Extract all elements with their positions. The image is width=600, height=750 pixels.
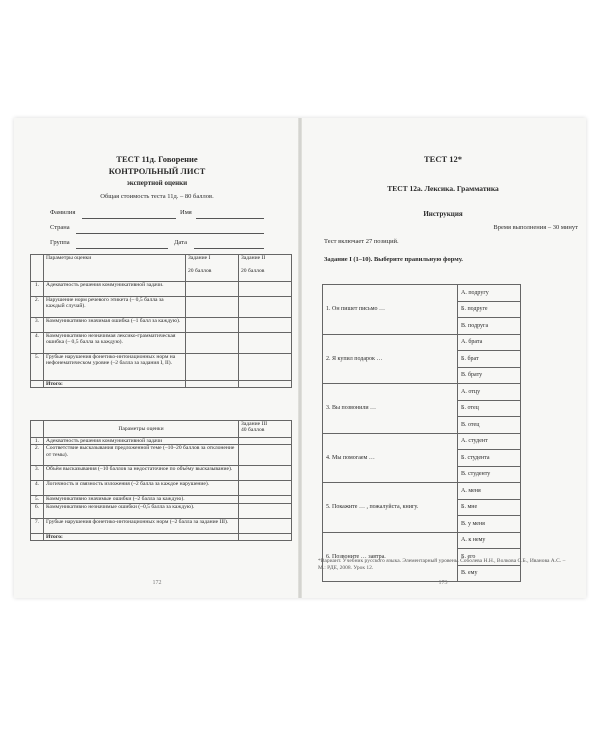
answer-option[interactable]: А. подругу <box>458 285 521 302</box>
book-spread <box>14 118 586 598</box>
field-country-line[interactable] <box>76 225 264 234</box>
answer-option[interactable]: Б. подруге <box>458 301 521 318</box>
table-row: 2. Соответствие высказывания предложенной теме (–10–20 баллов за отклонение от темы). <box>31 445 292 466</box>
answer-option[interactable]: А. брата <box>458 334 521 351</box>
table-header-row <box>31 421 292 438</box>
table-row: 3. Коммуникативно значимая ошибка (–1 балл за каждую). <box>31 318 292 333</box>
header-params: Параметры оценки <box>44 255 186 282</box>
left-page-subtitle: КОНТРОЛЬНЫЙ ЛИСТ <box>108 166 206 176</box>
table-row: 5. Грубые нарушения фонетико-интонационных норм на нефонематическом уровне (–2 балла за задания I, II). <box>31 354 292 381</box>
table-row: 7. Грубые нарушения фонетико-интонационных норм (–2 балла за задание III). <box>31 518 292 533</box>
answer-option[interactable]: В. отец <box>458 417 521 434</box>
question-row <box>323 483 521 500</box>
right-page-subtitle: ТЕСТ 12а. Лексика. Грамматика <box>387 184 499 193</box>
answer-option[interactable]: В. брату <box>458 367 521 384</box>
answer-option[interactable]: А. отцу <box>458 384 521 401</box>
field-surname-line[interactable] <box>82 210 176 219</box>
question-text: 4. Мы помогаем … <box>323 433 458 483</box>
total-cost: Общая стоимость теста 11д. – 80 баллов. <box>100 193 214 200</box>
field-date-line[interactable] <box>194 240 264 249</box>
field-group-line[interactable] <box>76 240 168 249</box>
right-page-number: 173 <box>438 580 448 586</box>
left-page-number: 172 <box>152 580 162 586</box>
right-page-title: ТЕСТ 12* <box>423 154 463 164</box>
left-page <box>14 118 300 598</box>
answer-option[interactable]: А. студент <box>458 433 521 450</box>
instruction-title: Инструкция <box>423 210 463 218</box>
field-country-label: Страна <box>50 224 70 231</box>
table-row: 3. Объём высказывания (–10 баллов за недостаточное по объёму высказывание). <box>31 466 292 481</box>
header-task1: Задание I 20 баллов <box>186 255 239 282</box>
question-row <box>323 532 521 549</box>
header-task2: Задание II 20 баллов <box>239 255 292 282</box>
table-row: 1. Адекватность решения коммуникативной задачи <box>31 438 292 445</box>
table-row: 1. Адекватность решения коммуникативной задачи. <box>31 282 292 297</box>
question-text: 1. Он пишет письмо … <box>323 285 458 335</box>
table-row: 2. Нарушение норм речевого этикета (– 0,5 балла за каждый случай). <box>31 297 292 318</box>
header-params: Параметры оценки <box>44 421 239 438</box>
field-surname-label: Фамилия <box>50 209 76 216</box>
criteria-table-1 <box>30 254 292 388</box>
answer-option[interactable]: В. ему <box>458 565 521 582</box>
left-page-subtitle2: экспертной оценки <box>126 179 188 187</box>
table-row: 4. Коммуникативно незначимая лексико-грамматическая ошибка (– 0,5 балла за каждую). <box>31 333 292 354</box>
question-row <box>323 384 521 401</box>
table-row: 6. Коммуникативно незначимые ошибки (–0,5 балла за каждую). <box>31 503 292 518</box>
table-total-row: Итого: <box>31 381 292 388</box>
field-group-label: Группа <box>50 239 70 246</box>
question-text: 2. Я купил подарок … <box>323 334 458 384</box>
answer-option[interactable]: Б. брат <box>458 351 521 368</box>
answer-option[interactable]: Б. мне <box>458 499 521 516</box>
right-page <box>300 118 586 598</box>
field-name-line[interactable] <box>196 210 264 219</box>
field-name-label: Имя <box>180 209 192 216</box>
field-date-label: Дата <box>174 239 187 246</box>
table-header-row <box>31 255 292 282</box>
answer-option[interactable]: А. к нему <box>458 532 521 549</box>
answer-option[interactable]: В. подруга <box>458 318 521 335</box>
task-heading: Задание I (1–10). Выберите правильную форму. <box>324 256 463 263</box>
answer-option[interactable]: А. меня <box>458 483 521 500</box>
question-text: 5. Покажите … , пожалуйста, книгу. <box>323 483 458 533</box>
answer-option[interactable]: Б. студента <box>458 450 521 467</box>
criteria-table-2 <box>30 420 292 541</box>
question-row <box>323 334 521 351</box>
includes-positions: Тест включает 27 позиций. <box>324 238 399 245</box>
time-limit: Время выполнения – 30 минут <box>493 224 578 231</box>
question-text: 6. Позвоните … завтра. <box>323 532 458 582</box>
table-row: 4. Логичность и связность изложения (–2 балла за каждое нарушение). <box>31 481 292 496</box>
footnote: *Вариант. Учебник русского языка. Элементарный уровень. Соболева Н.Н., Волкова С.Б., Иванова А.С. – М.: РДЕ, 2008. Урок 12. <box>318 558 566 571</box>
answer-option[interactable]: Б. отец <box>458 400 521 417</box>
answer-option[interactable]: В. студенту <box>458 466 521 483</box>
header-task3: Задание III 40 баллов <box>239 421 292 438</box>
answer-table <box>322 284 521 582</box>
question-row <box>323 433 521 450</box>
table-row: 5. Коммуникативно значимые ошибки (–2 балла за каждую). <box>31 496 292 503</box>
answer-option[interactable]: Б. его <box>458 549 521 566</box>
left-page-title: ТЕСТ 11д. Говорение <box>116 154 198 164</box>
table-total-row: Итого: <box>31 533 292 540</box>
question-text: 3. Вы позвонили … <box>323 384 458 434</box>
answer-option[interactable]: В. у меня <box>458 516 521 533</box>
question-row <box>323 285 521 302</box>
